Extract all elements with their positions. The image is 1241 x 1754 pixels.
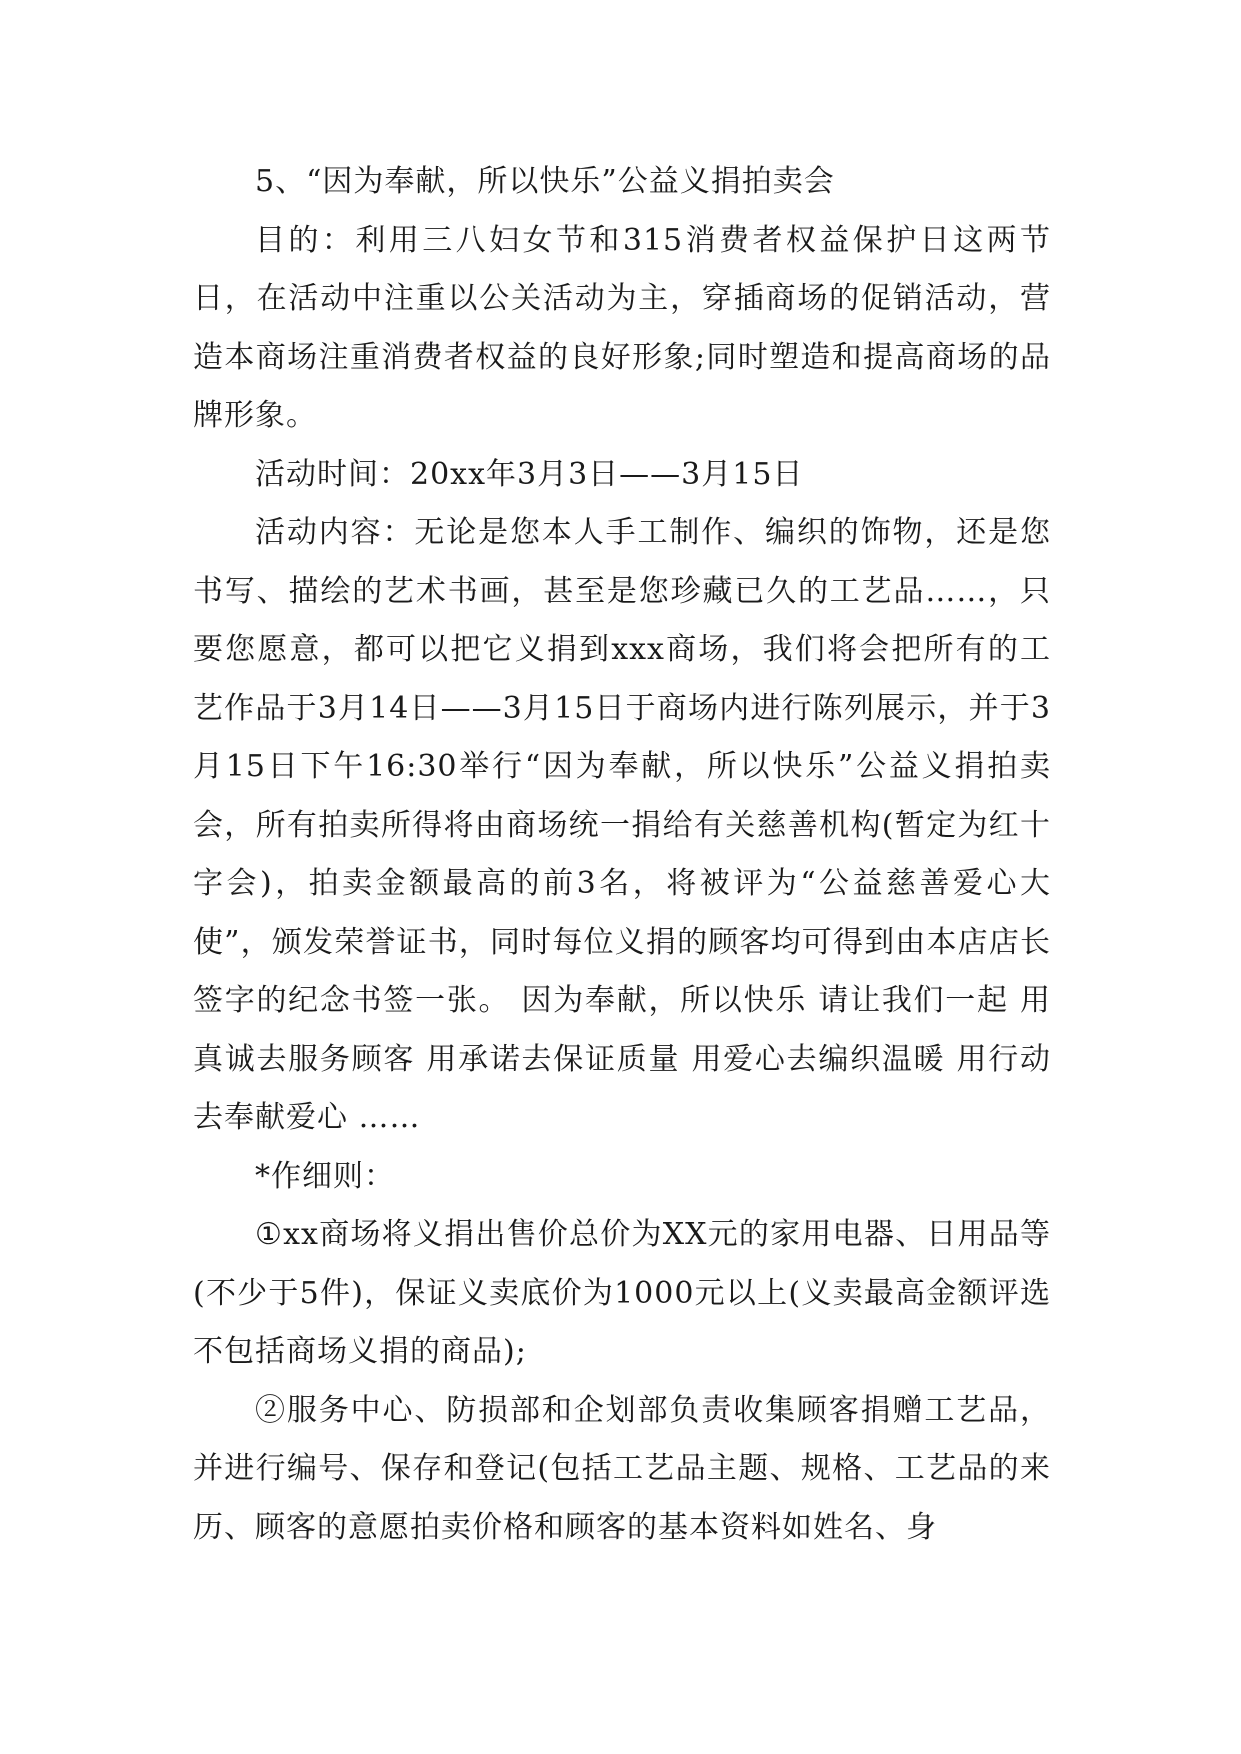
paragraph-activity-time: 活动时间：20xx年3月3日——3月15日 [255, 456, 804, 492]
paragraph-activity-content: 活动内容：无论是您本人手工制作、编织的饰物，还是您书写、描绘的艺术书画，甚至是您珍藏已久的工艺品……，只要您愿意，都可以把它义捐到xxx商场，我们将会把所有的工艺作品于3月14日——3月15日于商场内进行陈列展示，并于3月15日下午16:30举行“因为奉献，所以快乐”公益义捐拍卖会，所有拍卖所得将由商场统一捐给有关慈善机构(暂定为红十字会)，拍卖金额最高的前3名，将被评为“公益慈善爱心大使”，颁发荣誉证书，同时每位义捐的顾客均可得到由本店店长签字的纪念书签一张。 因为奉献，所以快乐 请让我们一起 用真诚去服务顾客 用承诺去保证质量 用爱心去编织温暖 用行动去奉献爱心 …… [193, 515, 1051, 1135]
document-body [193, 153, 1051, 1557]
paragraph-purpose: 目的：利用三八妇女节和315消费者权益保护日这两节日，在活动中注重以公关活动为主，穿插商场的促销活动，营造本商场注重消费者权益的良好形象;同时塑造和提高商场的品牌形象。 [193, 222, 1051, 433]
paragraph-rules-heading: *作细则： [255, 1158, 395, 1194]
paragraph-rule-2: ②服务中心、防损部和企划部负责收集顾客捐赠工艺品，并进行编号、保存和登记(包括工艺品主题、规格、工艺品的来历、顾客的意愿拍卖价格和顾客的基本资料如姓名、身 [193, 1392, 1051, 1545]
section-heading: 5、“因为奉献，所以快乐”公益义捐拍卖会 [255, 164, 835, 199]
paragraph-rule-1: ①xx商场将义捐出售价总价为XX元的家用电器、日用品等(不少于5件)，保证义卖底价为1000元以上(义卖最高金额评选不包括商场义捐的商品); [193, 1217, 1051, 1369]
